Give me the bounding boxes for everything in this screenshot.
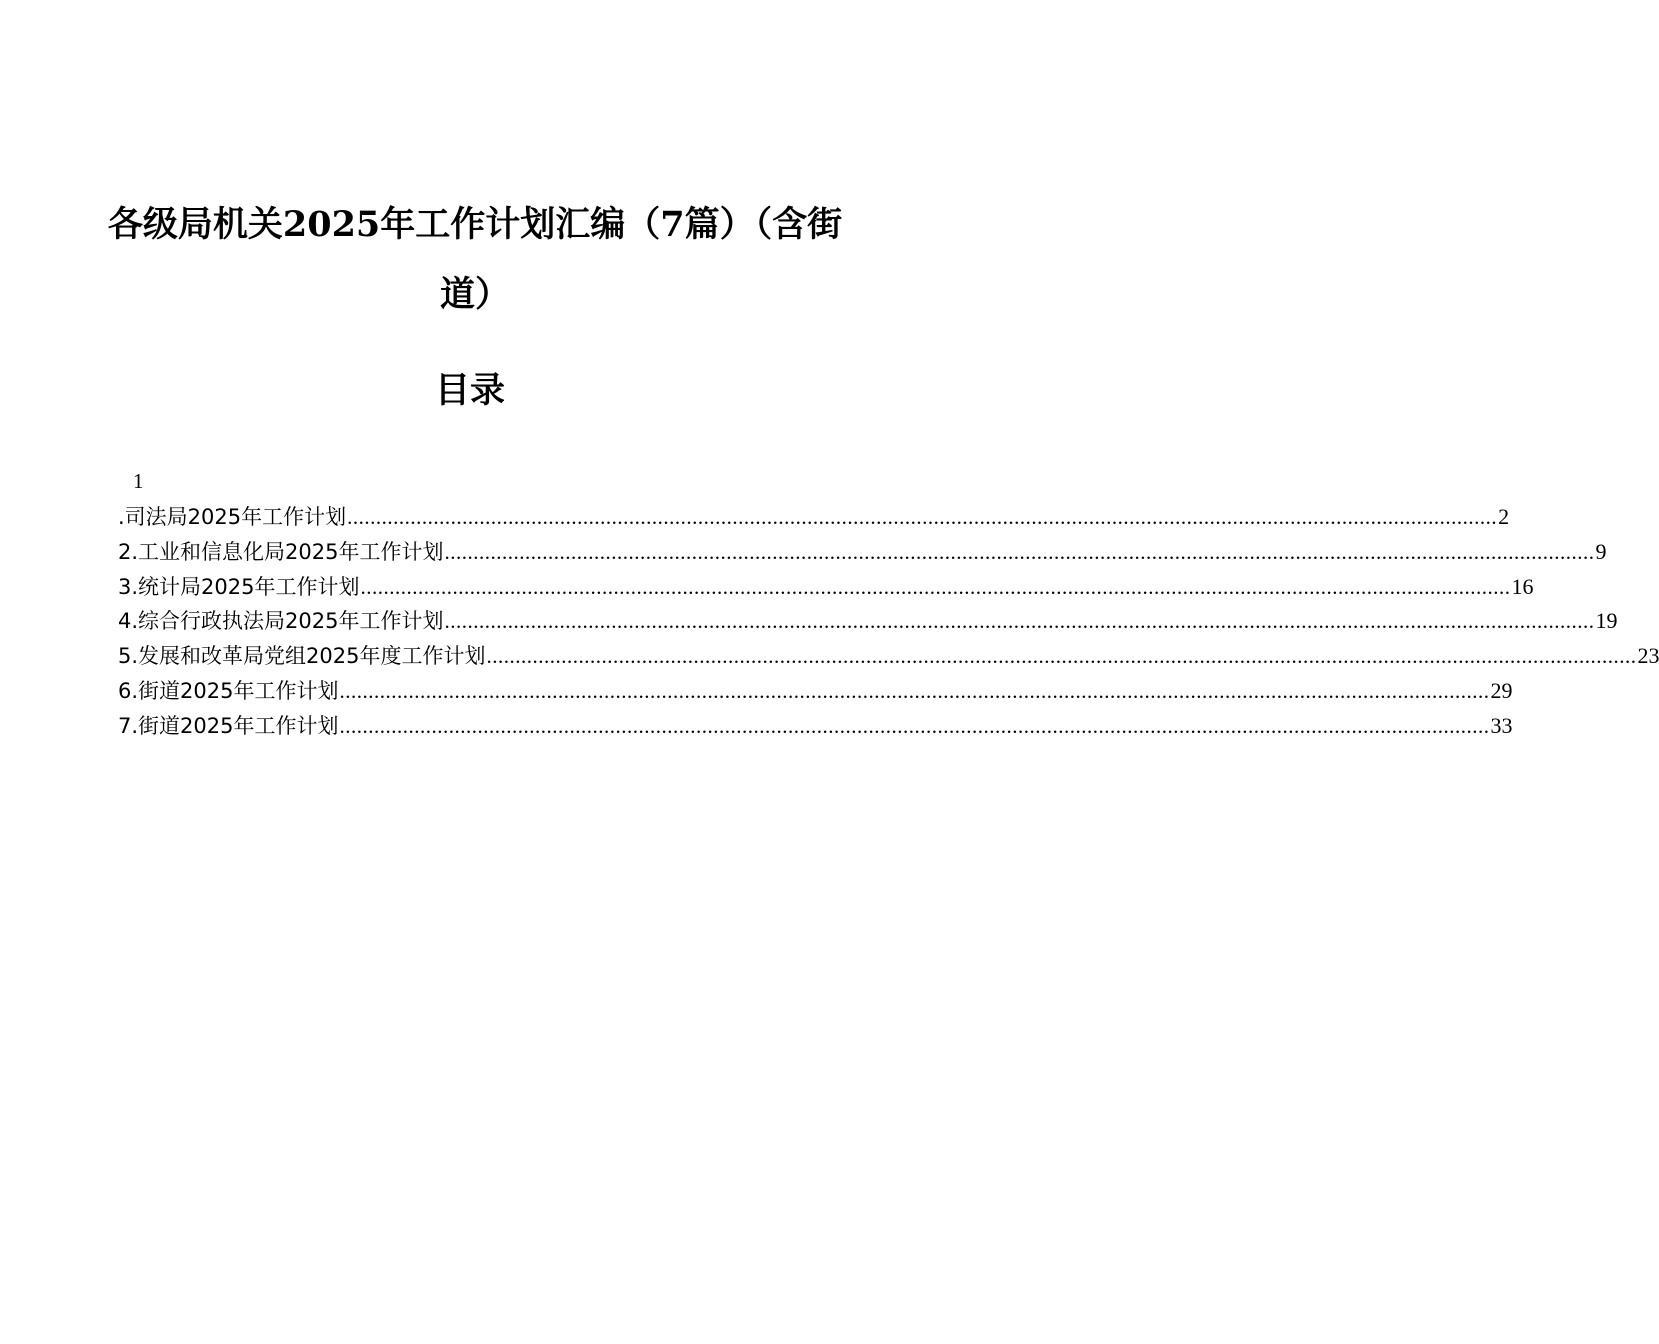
toc-entry-page: 33 <box>1490 712 1513 738</box>
toc-entry-7[interactable] <box>118 709 1513 744</box>
toc-list <box>118 500 1659 744</box>
toc-entry-label: 2.工业和信息化局2025年工作计划 <box>118 539 444 564</box>
toc-entry-6[interactable] <box>118 674 1513 709</box>
toc-entry-5[interactable] <box>118 639 1659 674</box>
toc-entry-label: 7.街道2025年工作计划 <box>118 713 339 738</box>
toc-leader-dots: ........................................................................................................................................................................................................ <box>486 644 1637 669</box>
toc-marker: 1 <box>133 469 144 493</box>
toc-entry-label: 3.统计局2025年工作计划 <box>118 574 360 599</box>
toc-entry-4[interactable] <box>118 604 1618 639</box>
toc-entry-page: 19 <box>1595 608 1618 634</box>
toc-leader-dots: ........................................................................................................................................................................................................ <box>339 678 1490 703</box>
toc-entry-page: 29 <box>1490 677 1513 703</box>
toc-entry-label: 5.发展和改革局党组2025年度工作计划 <box>118 644 486 669</box>
toc-leader-dots: ........................................................................................................................................................................................................ <box>339 713 1490 738</box>
toc-leader-dots: ........................................................................................................................................................................................................ <box>444 609 1595 634</box>
toc-entry-1[interactable] <box>118 500 1510 535</box>
toc-leader-dots: ........................................................................................................................................................................................................ <box>444 539 1595 564</box>
toc-entry-label: 6.街道2025年工作计划 <box>118 678 339 703</box>
toc-entry-page: 9 <box>1595 538 1607 564</box>
toc-leader-dots: ........................................................................................................................................................................................................ <box>360 574 1511 599</box>
toc-entry-label: 4.综合行政执法局2025年工作计划 <box>118 609 444 634</box>
toc-entry-2[interactable] <box>118 535 1607 570</box>
toc-entry-page: 23 <box>1637 643 1659 669</box>
toc-entry-page: 16 <box>1511 573 1534 599</box>
toc-entry-page: 2 <box>1498 504 1510 529</box>
toc-leader-dots: ........................................................................................................................................................................................................ <box>347 505 1498 529</box>
document-title: 各级局机关2025年工作计划汇编（7篇）（含街道） <box>107 204 843 315</box>
toc-heading: 目录 <box>434 370 505 411</box>
toc-entry-3[interactable] <box>118 570 1534 605</box>
toc-entry-label: .司法局2025年工作计划 <box>118 505 347 529</box>
